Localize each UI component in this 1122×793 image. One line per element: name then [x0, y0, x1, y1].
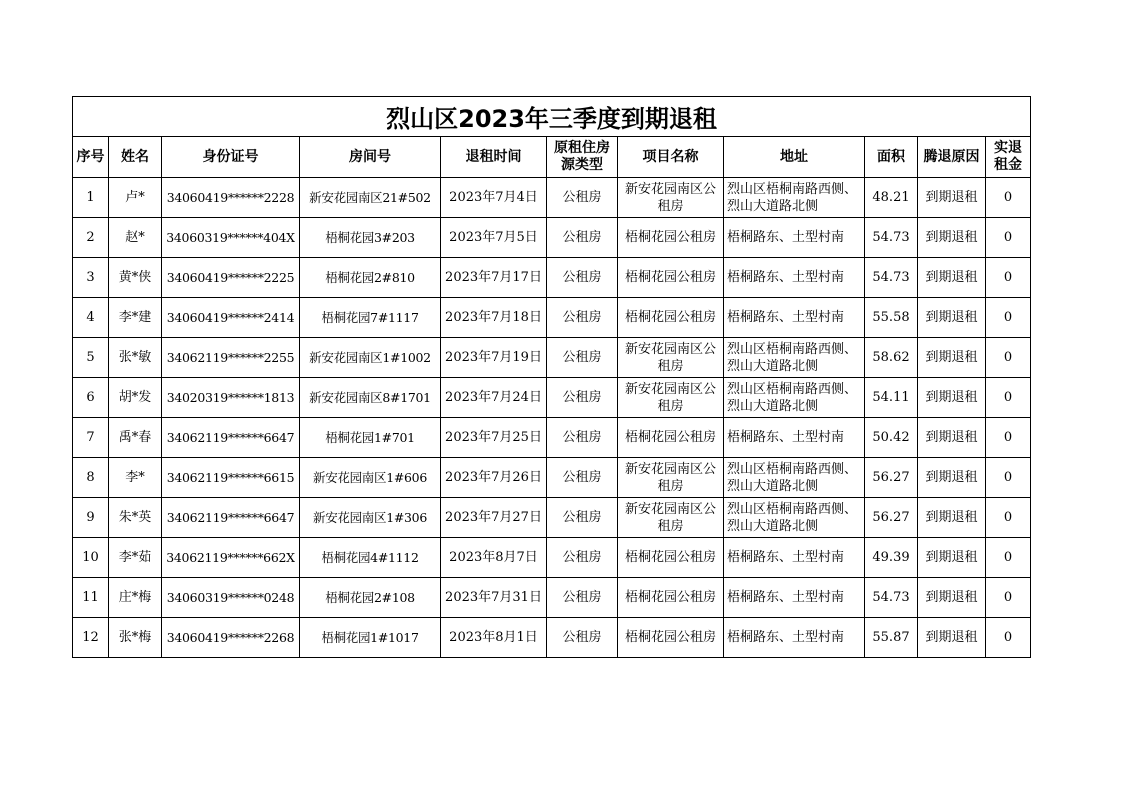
cell-type: 公租房 — [547, 418, 618, 458]
cell-address: 梧桐路东、土型村南 — [724, 538, 865, 578]
cell-project: 梧桐花园公租房 — [618, 618, 724, 658]
cell-id: 34062119******2255 — [162, 338, 300, 378]
cell-address: 梧桐路东、土型村南 — [724, 258, 865, 298]
cell-no: 7 — [73, 418, 109, 458]
cell-date: 2023年7月18日 — [441, 298, 547, 338]
cell-address: 梧桐路东、土型村南 — [724, 418, 865, 458]
cell-room: 梧桐花园3#203 — [300, 218, 441, 258]
cell-project: 梧桐花园公租房 — [618, 538, 724, 578]
cell-type: 公租房 — [547, 578, 618, 618]
table-row — [73, 258, 1031, 298]
table-row — [73, 578, 1031, 618]
cell-no: 6 — [73, 378, 109, 418]
cell-reason: 到期退租 — [918, 578, 986, 618]
cell-rent: 0 — [986, 418, 1031, 458]
cell-id: 34020319******1813 — [162, 378, 300, 418]
cell-project: 新安花园南区公租房 — [618, 498, 724, 538]
cell-project: 新安花园南区公租房 — [618, 338, 724, 378]
table-row — [73, 218, 1031, 258]
cell-rent: 0 — [986, 498, 1031, 538]
cell-date: 2023年7月4日 — [441, 178, 547, 218]
cell-rent: 0 — [986, 338, 1031, 378]
cell-no: 3 — [73, 258, 109, 298]
cell-type: 公租房 — [547, 218, 618, 258]
cell-area: 56.27 — [865, 498, 918, 538]
cell-type: 公租房 — [547, 338, 618, 378]
cell-project: 梧桐花园公租房 — [618, 218, 724, 258]
cell-reason: 到期退租 — [918, 538, 986, 578]
cell-type: 公租房 — [547, 618, 618, 658]
cell-rent: 0 — [986, 298, 1031, 338]
cell-project: 梧桐花园公租房 — [618, 258, 724, 298]
cell-room: 梧桐花园7#1117 — [300, 298, 441, 338]
table-row — [73, 498, 1031, 538]
cell-no: 12 — [73, 618, 109, 658]
cell-room: 梧桐花园2#810 — [300, 258, 441, 298]
cell-no: 4 — [73, 298, 109, 338]
table-row — [73, 618, 1031, 658]
cell-id: 34060319******404X — [162, 218, 300, 258]
cell-id: 34060419******2414 — [162, 298, 300, 338]
cell-area: 54.73 — [865, 578, 918, 618]
cell-no: 2 — [73, 218, 109, 258]
table-row — [73, 178, 1031, 218]
cell-name: 卢* — [109, 178, 162, 218]
cell-name: 黄*侠 — [109, 258, 162, 298]
cell-rent: 0 — [986, 458, 1031, 498]
cell-date: 2023年7月17日 — [441, 258, 547, 298]
cell-type: 公租房 — [547, 498, 618, 538]
cell-rent: 0 — [986, 218, 1031, 258]
cell-id: 34060419******2225 — [162, 258, 300, 298]
cell-address: 梧桐路东、土型村南 — [724, 218, 865, 258]
cell-type: 公租房 — [547, 538, 618, 578]
cell-reason: 到期退租 — [918, 418, 986, 458]
cell-room: 新安花园南区1#606 — [300, 458, 441, 498]
cell-date: 2023年8月1日 — [441, 618, 547, 658]
cell-address: 烈山区梧桐南路西侧、烈山大道路北侧 — [724, 458, 865, 498]
cell-area: 58.62 — [865, 338, 918, 378]
cell-name: 庄*梅 — [109, 578, 162, 618]
cell-type: 公租房 — [547, 178, 618, 218]
cell-name: 赵* — [109, 218, 162, 258]
cell-id: 34060419******2228 — [162, 178, 300, 218]
cell-room: 新安花园南区8#1701 — [300, 378, 441, 418]
cell-project: 梧桐花园公租房 — [618, 578, 724, 618]
cell-no: 5 — [73, 338, 109, 378]
header-area: 面积 — [865, 137, 918, 178]
cell-name: 李*茹 — [109, 538, 162, 578]
cell-area: 54.11 — [865, 378, 918, 418]
cell-room: 梧桐花园4#1112 — [300, 538, 441, 578]
cell-no: 11 — [73, 578, 109, 618]
cell-room: 新安花园南区1#1002 — [300, 338, 441, 378]
title-row — [73, 97, 1031, 137]
cell-date: 2023年7月19日 — [441, 338, 547, 378]
header-room: 房间号 — [300, 137, 441, 178]
table-row — [73, 418, 1031, 458]
cell-reason: 到期退租 — [918, 458, 986, 498]
cell-date: 2023年7月25日 — [441, 418, 547, 458]
cell-no: 1 — [73, 178, 109, 218]
cell-no: 9 — [73, 498, 109, 538]
cell-reason: 到期退租 — [918, 618, 986, 658]
cell-rent: 0 — [986, 618, 1031, 658]
table-row — [73, 378, 1031, 418]
cell-reason: 到期退租 — [918, 178, 986, 218]
page-title: 烈山区2023年三季度到期退租 — [73, 97, 1031, 137]
cell-name: 张*梅 — [109, 618, 162, 658]
cell-address: 烈山区梧桐南路西侧、烈山大道路北侧 — [724, 178, 865, 218]
cell-date: 2023年7月27日 — [441, 498, 547, 538]
cell-project: 新安花园南区公租房 — [618, 178, 724, 218]
table-row — [73, 458, 1031, 498]
cell-rent: 0 — [986, 378, 1031, 418]
cell-reason: 到期退租 — [918, 298, 986, 338]
cell-room: 新安花园南区1#306 — [300, 498, 441, 538]
header-project: 项目名称 — [618, 137, 724, 178]
cell-project: 梧桐花园公租房 — [618, 298, 724, 338]
cell-project: 梧桐花园公租房 — [618, 418, 724, 458]
cell-address: 烈山区梧桐南路西侧、烈山大道路北侧 — [724, 378, 865, 418]
cell-date: 2023年7月5日 — [441, 218, 547, 258]
cell-rent: 0 — [986, 258, 1031, 298]
cell-id: 34062119******6615 — [162, 458, 300, 498]
cell-address: 梧桐路东、土型村南 — [724, 578, 865, 618]
cell-name: 李* — [109, 458, 162, 498]
header-no: 序号 — [73, 137, 109, 178]
header-type: 原租住房源类型 — [547, 137, 618, 178]
table-row — [73, 338, 1031, 378]
cell-area: 56.27 — [865, 458, 918, 498]
header-address: 地址 — [724, 137, 865, 178]
cell-room: 梧桐花园1#1017 — [300, 618, 441, 658]
cell-room: 梧桐花园1#701 — [300, 418, 441, 458]
cell-no: 8 — [73, 458, 109, 498]
header-row — [73, 137, 1031, 178]
cell-area: 54.73 — [865, 218, 918, 258]
cell-id: 34060419******2268 — [162, 618, 300, 658]
cell-area: 48.21 — [865, 178, 918, 218]
header-reason: 腾退原因 — [918, 137, 986, 178]
refund-table — [72, 96, 1031, 658]
cell-no: 10 — [73, 538, 109, 578]
cell-area: 54.73 — [865, 258, 918, 298]
cell-date: 2023年8月7日 — [441, 538, 547, 578]
cell-date: 2023年7月24日 — [441, 378, 547, 418]
cell-rent: 0 — [986, 538, 1031, 578]
cell-name: 李*建 — [109, 298, 162, 338]
header-id: 身份证号 — [162, 137, 300, 178]
cell-id: 34062119******6647 — [162, 498, 300, 538]
cell-area: 50.42 — [865, 418, 918, 458]
cell-room: 梧桐花园2#108 — [300, 578, 441, 618]
header-name: 姓名 — [109, 137, 162, 178]
table-row — [73, 298, 1031, 338]
cell-room: 新安花园南区21#502 — [300, 178, 441, 218]
cell-address: 烈山区梧桐南路西侧、烈山大道路北侧 — [724, 338, 865, 378]
cell-date: 2023年7月26日 — [441, 458, 547, 498]
cell-rent: 0 — [986, 578, 1031, 618]
table-row — [73, 538, 1031, 578]
cell-reason: 到期退租 — [918, 258, 986, 298]
cell-reason: 到期退租 — [918, 338, 986, 378]
cell-id: 34062119******6647 — [162, 418, 300, 458]
cell-reason: 到期退租 — [918, 498, 986, 538]
cell-area: 55.87 — [865, 618, 918, 658]
cell-reason: 到期退租 — [918, 218, 986, 258]
cell-type: 公租房 — [547, 298, 618, 338]
cell-area: 55.58 — [865, 298, 918, 338]
cell-address: 梧桐路东、土型村南 — [724, 618, 865, 658]
cell-name: 朱*英 — [109, 498, 162, 538]
cell-project: 新安花园南区公租房 — [618, 378, 724, 418]
cell-reason: 到期退租 — [918, 378, 986, 418]
cell-address: 梧桐路东、土型村南 — [724, 298, 865, 338]
cell-id: 34062119******662X — [162, 538, 300, 578]
header-rent: 实退租金 — [986, 137, 1031, 178]
cell-date: 2023年7月31日 — [441, 578, 547, 618]
cell-type: 公租房 — [547, 458, 618, 498]
cell-type: 公租房 — [547, 258, 618, 298]
cell-id: 34060319******0248 — [162, 578, 300, 618]
cell-name: 胡*发 — [109, 378, 162, 418]
cell-address: 烈山区梧桐南路西侧、烈山大道路北侧 — [724, 498, 865, 538]
cell-type: 公租房 — [547, 378, 618, 418]
header-date: 退租时间 — [441, 137, 547, 178]
cell-name: 禹*春 — [109, 418, 162, 458]
cell-name: 张*敏 — [109, 338, 162, 378]
cell-area: 49.39 — [865, 538, 918, 578]
cell-project: 新安花园南区公租房 — [618, 458, 724, 498]
cell-rent: 0 — [986, 178, 1031, 218]
